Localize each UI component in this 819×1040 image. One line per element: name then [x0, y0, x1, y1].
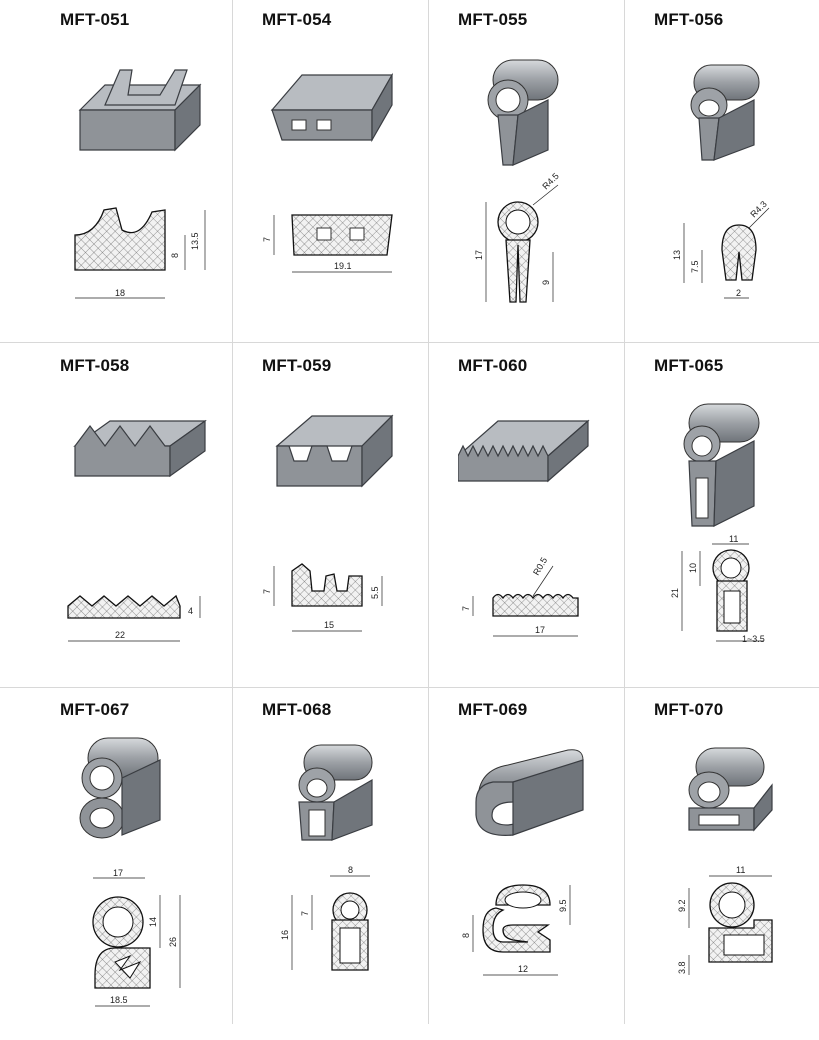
dimension-label: R4.3 [748, 198, 769, 220]
product-illustration [60, 730, 230, 1030]
product-card [60, 700, 260, 1040]
product-card [458, 700, 658, 1040]
product-illustration [654, 40, 819, 340]
product-illustration [262, 40, 432, 340]
dimension-label: 7 [461, 605, 471, 611]
product-illustration [262, 730, 432, 1030]
dimension-label: 7 [262, 588, 272, 594]
product-code: MFT-056 [654, 10, 724, 29]
dimension-label: 26 [168, 936, 178, 947]
dimension-label: 18 [115, 288, 126, 298]
dimension-label: 14 [148, 916, 158, 927]
dimension-label: R4.5 [540, 170, 561, 192]
dimension-label: 13 [672, 249, 682, 260]
dimension-label: 19.1 [334, 261, 352, 271]
product-card [458, 356, 658, 696]
dimension-label: 9.2 [677, 899, 687, 912]
product-card [654, 356, 819, 696]
dimension-label: 17 [113, 868, 124, 878]
dimension-label: 15 [324, 620, 335, 630]
dimension-label: 17 [535, 625, 546, 635]
dimension-label: 8 [170, 252, 180, 258]
dimension-label: 7.5 [690, 260, 700, 273]
dimension-label: 22 [115, 630, 126, 640]
dimension-label: 2 [736, 288, 742, 298]
dimension-label: 8 [348, 865, 354, 875]
dimension-label: 7 [300, 910, 310, 916]
product-illustration [458, 730, 628, 1030]
dimension-label: 21 [670, 587, 680, 598]
dimension-label: 1~3.5 [742, 634, 765, 644]
product-code: MFT-068 [262, 700, 332, 719]
product-code: MFT-070 [654, 700, 724, 719]
dimension-label: 13.5 [190, 232, 200, 250]
product-card [262, 10, 462, 350]
dimension-label: 3.8 [677, 961, 687, 974]
product-code: MFT-058 [60, 356, 130, 375]
product-illustration [60, 40, 230, 340]
product-code: MFT-054 [262, 10, 332, 29]
product-illustration [654, 730, 819, 1030]
product-card [60, 356, 260, 696]
dimension-label: 16 [280, 929, 290, 940]
product-card [654, 700, 819, 1040]
product-illustration [458, 386, 628, 686]
product-code: MFT-055 [458, 10, 528, 29]
product-code: MFT-059 [262, 356, 332, 375]
product-code: MFT-065 [654, 356, 724, 375]
dimension-label: 18.5 [110, 995, 128, 1005]
product-card [262, 700, 462, 1040]
dimension-label: 17 [474, 249, 484, 260]
product-code: MFT-067 [60, 700, 130, 719]
product-code: MFT-051 [60, 10, 130, 29]
product-illustration [654, 386, 819, 686]
dimension-label: 4 [188, 606, 194, 616]
product-card [60, 10, 260, 350]
dimension-label: 11 [736, 865, 746, 875]
product-illustration [262, 386, 432, 686]
product-card [654, 10, 819, 350]
dimension-label: 5.5 [370, 586, 380, 599]
dimension-label: 10 [688, 562, 698, 573]
product-card [458, 10, 658, 350]
product-card [262, 356, 462, 696]
product-code: MFT-060 [458, 356, 528, 375]
dimension-label: R0.5 [531, 555, 550, 577]
dimension-label: 9 [541, 279, 551, 285]
product-code: MFT-069 [458, 700, 528, 719]
dimension-label: 9.5 [558, 899, 568, 912]
product-illustration [60, 386, 230, 686]
dimension-label: 12 [518, 964, 529, 974]
dimension-label: 8 [461, 932, 471, 938]
product-illustration [458, 40, 628, 340]
dimension-label: 7 [262, 236, 272, 242]
dimension-label: 11 [729, 534, 739, 544]
